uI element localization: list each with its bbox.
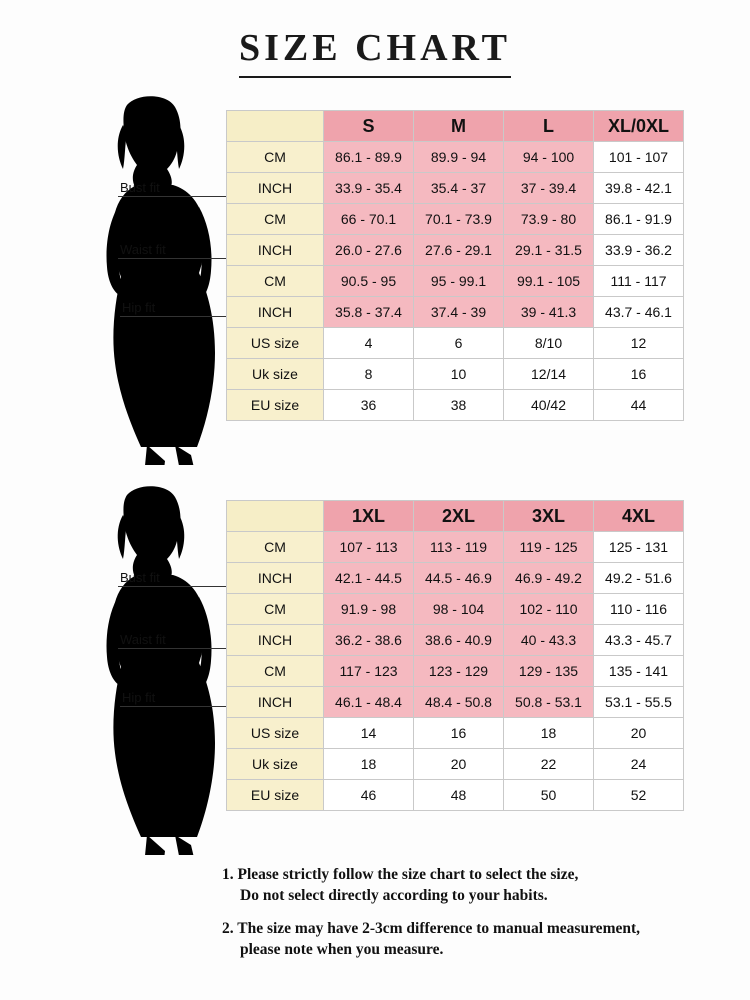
note-item — [222, 919, 732, 961]
female-silhouette-top — [75, 95, 235, 465]
cell-value: 43.7 - 46.1 — [594, 297, 684, 328]
waist-fit-leader-top — [118, 258, 228, 259]
table-row — [227, 532, 684, 563]
table-row — [227, 204, 684, 235]
cell-value: 48.4 - 50.8 — [414, 687, 504, 718]
cell-value: 95 - 99.1 — [414, 266, 504, 297]
cell-value: 111 - 117 — [594, 266, 684, 297]
cell-value: 49.2 - 51.6 — [594, 563, 684, 594]
cell-value: 26.0 - 27.6 — [324, 235, 414, 266]
cell-value: 101 - 107 — [594, 142, 684, 173]
table-row — [227, 749, 684, 780]
cell-value: 48 — [414, 780, 504, 811]
row-label: CM — [227, 142, 324, 173]
row-label: EU size — [227, 390, 324, 421]
hip-fit-leader-bottom — [120, 706, 228, 707]
note-number: 1. — [222, 866, 234, 883]
header-cell-l: L — [504, 111, 594, 142]
cell-value: 70.1 - 73.9 — [414, 204, 504, 235]
cell-value: 22 — [504, 749, 594, 780]
row-label: Uk size — [227, 359, 324, 390]
row-label: EU size — [227, 780, 324, 811]
cell-value: 24 — [594, 749, 684, 780]
cell-value: 10 — [414, 359, 504, 390]
table-header-row — [227, 501, 684, 532]
cell-value: 98 - 104 — [414, 594, 504, 625]
table-row — [227, 390, 684, 421]
cell-value: 33.9 - 36.2 — [594, 235, 684, 266]
cell-value: 20 — [594, 718, 684, 749]
header-cell-3xl: 3XL — [504, 501, 594, 532]
cell-value: 42.1 - 44.5 — [324, 563, 414, 594]
cell-value: 8 — [324, 359, 414, 390]
cell-value: 14 — [324, 718, 414, 749]
header-cell-s: S — [324, 111, 414, 142]
table-row — [227, 359, 684, 390]
cell-value: 86.1 - 91.9 — [594, 204, 684, 235]
cell-value: 35.8 - 37.4 — [324, 297, 414, 328]
header-cell-4xl: 4XL — [594, 501, 684, 532]
female-silhouette-bottom — [75, 485, 235, 855]
page-title: SIZE CHART — [239, 26, 511, 78]
table-row — [227, 328, 684, 359]
cell-value: 123 - 129 — [414, 656, 504, 687]
cell-value: 46.9 - 49.2 — [504, 563, 594, 594]
cell-value: 4 — [324, 328, 414, 359]
table-row — [227, 594, 684, 625]
cell-value: 16 — [594, 359, 684, 390]
cell-value: 119 - 125 — [504, 532, 594, 563]
cell-value: 33.9 - 35.4 — [324, 173, 414, 204]
hip-fit-leader-top — [120, 316, 228, 317]
cell-value: 39 - 41.3 — [504, 297, 594, 328]
waist-fit-leader-bottom — [118, 648, 228, 649]
row-label: CM — [227, 204, 324, 235]
note-line-2: please note when you measure. — [240, 940, 444, 958]
cell-value: 50.8 - 53.1 — [504, 687, 594, 718]
cell-value: 135 - 141 — [594, 656, 684, 687]
row-label: CM — [227, 594, 324, 625]
table-row — [227, 718, 684, 749]
cell-value: 8/10 — [504, 328, 594, 359]
header-cell-2xl: 2XL — [414, 501, 504, 532]
cell-value: 86.1 - 89.9 — [324, 142, 414, 173]
note-line-2: Do not select directly according to your habits. — [240, 886, 548, 904]
cell-value: 113 - 119 — [414, 532, 504, 563]
header-cell-blank — [227, 111, 324, 142]
table-row — [227, 235, 684, 266]
cell-value: 27.6 - 29.1 — [414, 235, 504, 266]
table-row — [227, 142, 684, 173]
table-row — [227, 780, 684, 811]
table-row — [227, 266, 684, 297]
table-row — [227, 656, 684, 687]
cell-value: 129 - 135 — [504, 656, 594, 687]
cell-value: 12/14 — [504, 359, 594, 390]
row-label: INCH — [227, 687, 324, 718]
cell-value: 73.9 - 80 — [504, 204, 594, 235]
note-number: 2. — [222, 919, 234, 937]
note-line-1: The size may have 2-3cm difference to manual measurement, — [237, 919, 641, 937]
header-cell-blank — [227, 501, 324, 532]
cell-value: 18 — [504, 718, 594, 749]
size-table-plus — [226, 500, 684, 811]
bust-fit-leader-bottom — [118, 586, 228, 587]
cell-value: 125 - 131 — [594, 532, 684, 563]
cell-value: 44 — [594, 390, 684, 421]
table-row — [227, 297, 684, 328]
cell-value: 94 - 100 — [504, 142, 594, 173]
row-label: INCH — [227, 173, 324, 204]
cell-value: 43.3 - 45.7 — [594, 625, 684, 656]
cell-value: 110 - 116 — [594, 594, 684, 625]
row-label: CM — [227, 266, 324, 297]
row-label: US size — [227, 328, 324, 359]
cell-value: 12 — [594, 328, 684, 359]
cell-value: 53.1 - 55.5 — [594, 687, 684, 718]
header-cell-m: M — [414, 111, 504, 142]
table-header-row — [227, 111, 684, 142]
cell-value: 39.8 - 42.1 — [594, 173, 684, 204]
cell-value: 90.5 - 95 — [324, 266, 414, 297]
table-row — [227, 173, 684, 204]
cell-value: 37 - 39.4 — [504, 173, 594, 204]
cell-value: 6 — [414, 328, 504, 359]
row-label: CM — [227, 656, 324, 687]
cell-value: 40 - 43.3 — [504, 625, 594, 656]
table-row — [227, 687, 684, 718]
cell-value: 46.1 - 48.4 — [324, 687, 414, 718]
size-table-standard — [226, 110, 684, 421]
notes-section — [222, 865, 732, 973]
row-label: INCH — [227, 297, 324, 328]
cell-value: 29.1 - 31.5 — [504, 235, 594, 266]
waist-fit-label-top: Waist fit — [120, 242, 166, 257]
bust-fit-leader-top — [118, 196, 228, 197]
cell-value: 40/42 — [504, 390, 594, 421]
row-label: INCH — [227, 563, 324, 594]
cell-value: 89.9 - 94 — [414, 142, 504, 173]
cell-value: 50 — [504, 780, 594, 811]
hip-fit-label-top: Hip fit — [122, 300, 156, 315]
cell-value: 107 - 113 — [324, 532, 414, 563]
bust-fit-label-bottom: Bust fit — [120, 570, 160, 585]
cell-value: 36 — [324, 390, 414, 421]
cell-value: 38.6 - 40.9 — [414, 625, 504, 656]
header-cell-1xl: 1XL — [324, 501, 414, 532]
row-label: INCH — [227, 235, 324, 266]
row-label: Uk size — [227, 749, 324, 780]
cell-value: 38 — [414, 390, 504, 421]
row-label: CM — [227, 532, 324, 563]
cell-value: 52 — [594, 780, 684, 811]
note-line-1: Please strictly follow the size chart to select the size, — [237, 866, 579, 883]
size-table-plus-wrap — [226, 500, 684, 811]
page-title-wrap — [0, 26, 750, 78]
size-table-standard-wrap — [226, 110, 684, 421]
cell-value: 99.1 - 105 — [504, 266, 594, 297]
cell-value: 37.4 - 39 — [414, 297, 504, 328]
header-cell-xl: XL/0XL — [594, 111, 684, 142]
cell-value: 91.9 - 98 — [324, 594, 414, 625]
row-label: INCH — [227, 625, 324, 656]
row-label: US size — [227, 718, 324, 749]
cell-value: 66 - 70.1 — [324, 204, 414, 235]
cell-value: 117 - 123 — [324, 656, 414, 687]
bust-fit-label-top: Bust fit — [120, 180, 160, 195]
cell-value: 35.4 - 37 — [414, 173, 504, 204]
cell-value: 102 - 110 — [504, 594, 594, 625]
hip-fit-label-bottom: Hip fit — [122, 690, 156, 705]
table-row — [227, 563, 684, 594]
cell-value: 36.2 - 38.6 — [324, 625, 414, 656]
cell-value: 18 — [324, 749, 414, 780]
cell-value: 44.5 - 46.9 — [414, 563, 504, 594]
table-row — [227, 625, 684, 656]
cell-value: 16 — [414, 718, 504, 749]
waist-fit-label-bottom: Waist fit — [120, 632, 166, 647]
note-item — [222, 865, 732, 907]
cell-value: 20 — [414, 749, 504, 780]
cell-value: 46 — [324, 780, 414, 811]
